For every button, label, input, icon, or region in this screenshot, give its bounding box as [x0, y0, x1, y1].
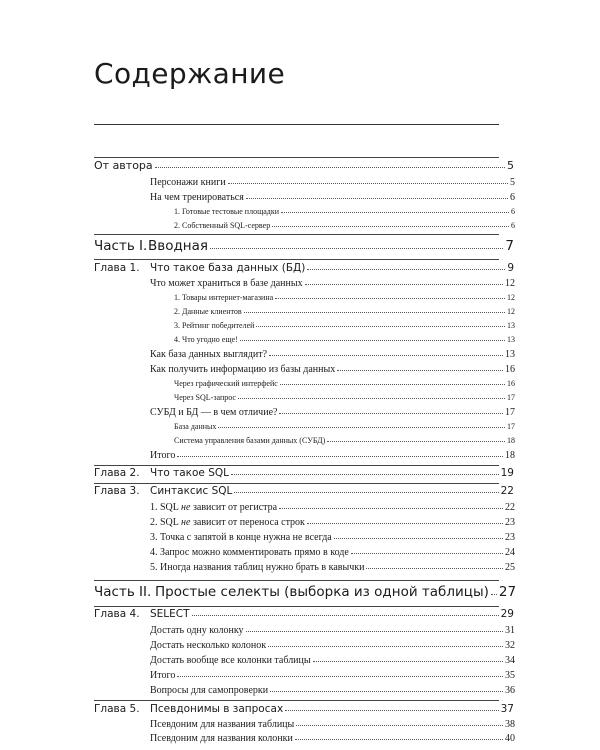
toc-entry-label: Что такое SQL — [150, 467, 229, 479]
toc-entry-section[interactable] — [150, 686, 515, 696]
toc-entry-label: База данных — [174, 422, 217, 431]
toc-entry-section[interactable] — [150, 279, 515, 289]
dot-leader — [295, 739, 503, 740]
toc-entry-subsection[interactable] — [174, 222, 515, 230]
toc-entry-page: 17 — [507, 422, 515, 431]
toc-entry-label: От автора — [94, 159, 153, 172]
toc-entry-chapter[interactable] — [94, 486, 514, 497]
part-number: Часть II. — [94, 584, 152, 600]
toc-entry-label: Вводная — [148, 238, 209, 254]
toc-entry-label: Простые селекты (выборка из одной таблицы) — [155, 584, 489, 600]
toc-entry-subsection[interactable] — [174, 437, 515, 445]
dot-leader — [234, 492, 498, 493]
toc-entry-section[interactable] — [150, 656, 515, 666]
toc-entry-subsection[interactable] — [174, 423, 515, 431]
dot-leader — [269, 355, 503, 356]
toc-entry-page: 36 — [505, 685, 515, 696]
toc-entry-page: 25 — [505, 562, 515, 573]
toc-entry-label: Достать одну колонку — [150, 625, 244, 636]
dot-leader — [334, 538, 503, 539]
toc-entry-label: Через графический интерфейс — [174, 379, 278, 388]
toc-entry-subsection[interactable] — [174, 294, 515, 302]
toc-entry-page: 31 — [505, 625, 515, 636]
toc-entry-label: Достать вообще все колонки таблицы — [150, 655, 311, 666]
toc-entry-section[interactable] — [150, 641, 515, 651]
toc-entry-section[interactable] — [150, 408, 515, 418]
toc-entry-page: 29 — [500, 608, 514, 620]
separator — [94, 157, 499, 158]
dot-leader — [366, 568, 503, 569]
toc-entry-page: 18 — [507, 436, 515, 445]
separator — [94, 606, 499, 607]
dot-leader — [296, 725, 503, 726]
toc-entry-page: 40 — [505, 733, 515, 744]
dot-leader — [268, 646, 503, 647]
toc-entry-label: 4. Что угодно еще! — [174, 335, 238, 344]
toc-entry-subsection[interactable] — [174, 394, 515, 402]
toc-entry-page: 35 — [505, 670, 515, 681]
dot-leader — [313, 661, 503, 662]
toc-entry-label: Синтаксис SQL — [150, 485, 233, 497]
toc-entry-page: 5 — [507, 159, 514, 172]
toc-entry-label: Через SQL-запрос — [174, 393, 236, 402]
toc-entry-subsection[interactable] — [174, 308, 515, 316]
toc-entry-label: Псевдоним для названия таблицы — [150, 719, 295, 730]
separator — [94, 234, 499, 235]
dot-leader — [279, 413, 503, 414]
toc-entry-label: Персонажи книги — [150, 177, 226, 188]
dot-leader — [305, 284, 503, 285]
toc-entry-section[interactable] — [150, 451, 515, 461]
dot-leader — [228, 183, 508, 184]
dot-leader — [218, 427, 505, 428]
toc-entry-section[interactable] — [150, 193, 515, 203]
separator — [94, 259, 499, 260]
chapter-number: Глава 4. — [94, 608, 140, 620]
dot-leader — [155, 167, 505, 168]
page-title: Содержание — [94, 57, 286, 90]
toc-entry-label: 1. Готовые тестовые площадки — [174, 207, 280, 216]
toc-entry-page: 9 — [507, 262, 514, 274]
toc-entry-chapter[interactable] — [94, 609, 514, 620]
toc-entry-page: 17 — [505, 407, 515, 418]
dot-leader — [246, 198, 508, 199]
toc-entry-label: На чем тренироваться — [150, 192, 244, 203]
dot-leader — [231, 474, 499, 475]
toc-entry-section[interactable] — [150, 350, 515, 360]
dot-leader — [246, 631, 503, 632]
dot-leader — [280, 384, 505, 385]
dot-leader — [351, 553, 503, 554]
toc-entry-label: 1. SQL не зависит от регистра — [150, 502, 278, 513]
toc-entry-page: 16 — [505, 364, 515, 375]
toc-entry-page: 12 — [507, 293, 515, 302]
toc-entry-chapter[interactable] — [94, 160, 514, 171]
toc-entry-section[interactable] — [150, 365, 515, 375]
dot-leader — [307, 523, 503, 524]
dot-leader — [337, 370, 503, 371]
toc-entry-page: 6 — [511, 207, 515, 216]
toc-entry-section[interactable] — [150, 178, 515, 188]
toc-entry-label: Итого — [150, 670, 176, 681]
dot-leader — [327, 441, 505, 442]
toc-entry-label: Что может храниться в базе данных — [150, 278, 303, 289]
toc-entry-page: 6 — [510, 192, 515, 203]
dot-leader — [275, 298, 505, 299]
chapter-number: Глава 1. — [94, 262, 140, 274]
dot-leader — [491, 594, 497, 595]
toc-entry-part[interactable] — [94, 240, 514, 254]
toc-entry-page: 17 — [507, 393, 515, 402]
separator — [94, 483, 499, 484]
toc-entry-page: 22 — [500, 485, 514, 497]
toc-entry-chapter[interactable] — [94, 704, 514, 715]
toc-entry-page: 6 — [511, 221, 515, 230]
toc-entry-section[interactable] — [150, 563, 515, 573]
toc-entry-label: 3. Рейтинг победителей — [174, 321, 255, 330]
toc-entry-label: СУБД и БД — в чем отличие? — [150, 407, 278, 418]
toc-entry-label: 1. Товары интернет-магазина — [174, 293, 274, 302]
toc-entry-page: 32 — [505, 640, 515, 651]
dot-leader — [240, 340, 505, 341]
toc-entry-page: 13 — [507, 335, 515, 344]
toc-entry-page: 24 — [505, 547, 515, 558]
toc-entry-label: 5. Иногда названия таблиц нужно брать в кавычки — [150, 562, 365, 573]
dot-leader — [238, 398, 505, 399]
toc-entry-page: 18 — [505, 450, 515, 461]
toc-entry-page: 19 — [500, 467, 514, 479]
toc-entry-label: SELECT — [150, 608, 190, 620]
toc-entry-label: Псевдоним для названия колонки — [150, 733, 293, 744]
toc-entry-label: 2. Данные клиентов — [174, 307, 242, 316]
toc-entry-subsection[interactable] — [174, 336, 515, 344]
toc-entry-subsection[interactable] — [174, 208, 515, 216]
part-number: Часть I. — [94, 238, 148, 254]
toc-entry-label: Итого — [150, 450, 176, 461]
toc-entry-page: 23 — [505, 532, 515, 543]
toc-entry-subsection[interactable] — [174, 322, 515, 330]
dot-leader — [285, 710, 498, 711]
toc-entry-chapter[interactable] — [94, 468, 514, 479]
toc-entry-page: 37 — [500, 703, 514, 715]
separator — [94, 580, 499, 581]
dot-leader — [244, 312, 505, 313]
toc-entry-section[interactable] — [150, 503, 515, 513]
toc-entry-label: Достать несколько колонок — [150, 640, 267, 651]
toc-entry-label: Как база данных выглядит? — [150, 349, 268, 360]
toc-entry-section[interactable] — [150, 626, 515, 636]
toc-entry-section[interactable] — [150, 671, 515, 681]
toc-entry-page: 16 — [507, 379, 515, 388]
dot-leader — [272, 226, 509, 227]
toc-entry-page: 38 — [505, 719, 515, 730]
toc-entry-label: Вопросы для самопроверки — [150, 685, 269, 696]
separator — [94, 465, 499, 466]
toc-entry-label: Как получить информацию из базы данных — [150, 364, 336, 375]
separator — [94, 700, 499, 701]
toc-entry-section[interactable] — [150, 734, 515, 744]
dot-leader — [270, 691, 503, 692]
toc-entry-label: Псевдонимы в запросах — [150, 703, 284, 715]
toc-entry-section[interactable] — [150, 548, 515, 558]
toc-entry-section[interactable] — [150, 720, 515, 730]
toc-entry-page: 12 — [507, 307, 515, 316]
chapter-number: Глава 3. — [94, 485, 140, 497]
dot-leader — [210, 248, 503, 249]
toc-entry-chapter[interactable] — [94, 263, 514, 274]
dot-leader — [281, 212, 509, 213]
chapter-number: Глава 2. — [94, 467, 140, 479]
toc-entry-page: 5 — [510, 177, 515, 188]
toc-entry-page: 12 — [505, 278, 515, 289]
toc-entry-page: 22 — [505, 502, 515, 513]
toc-entry-label: Что такое база данных (БД) — [150, 262, 306, 274]
dot-leader — [177, 676, 503, 677]
toc-entry-page: 13 — [505, 349, 515, 360]
toc-entry-page: 23 — [505, 517, 515, 528]
toc-entry-subsection[interactable] — [174, 380, 515, 388]
chapter-number: Глава 5. — [94, 703, 140, 715]
toc-entry-label: 3. Точка с запятой в конце нужна не всегда — [150, 532, 332, 543]
toc-entry-page: 34 — [505, 655, 515, 666]
toc-entry-section[interactable] — [150, 518, 515, 528]
toc-entry-page: 27 — [498, 584, 517, 600]
toc-entry-label: 4. Запрос можно комментировать прямо в коде — [150, 547, 349, 558]
dot-leader — [256, 326, 505, 327]
toc-entry-part[interactable] — [94, 584, 517, 600]
toc-entry-label: 2. Собственный SQL-сервер — [174, 221, 271, 230]
dot-leader — [279, 508, 503, 509]
dot-leader — [307, 269, 505, 270]
toc-entry-page: 13 — [507, 321, 515, 330]
toc-entry-label: 2. SQL не зависит от переноса строк — [150, 517, 305, 528]
toc-entry-page: 7 — [505, 238, 514, 254]
dot-leader — [177, 456, 503, 457]
toc-entry-section[interactable] — [150, 533, 515, 543]
toc-entry-label: Система управления базами данных (СУБД) — [174, 436, 326, 445]
dot-leader — [192, 615, 499, 616]
